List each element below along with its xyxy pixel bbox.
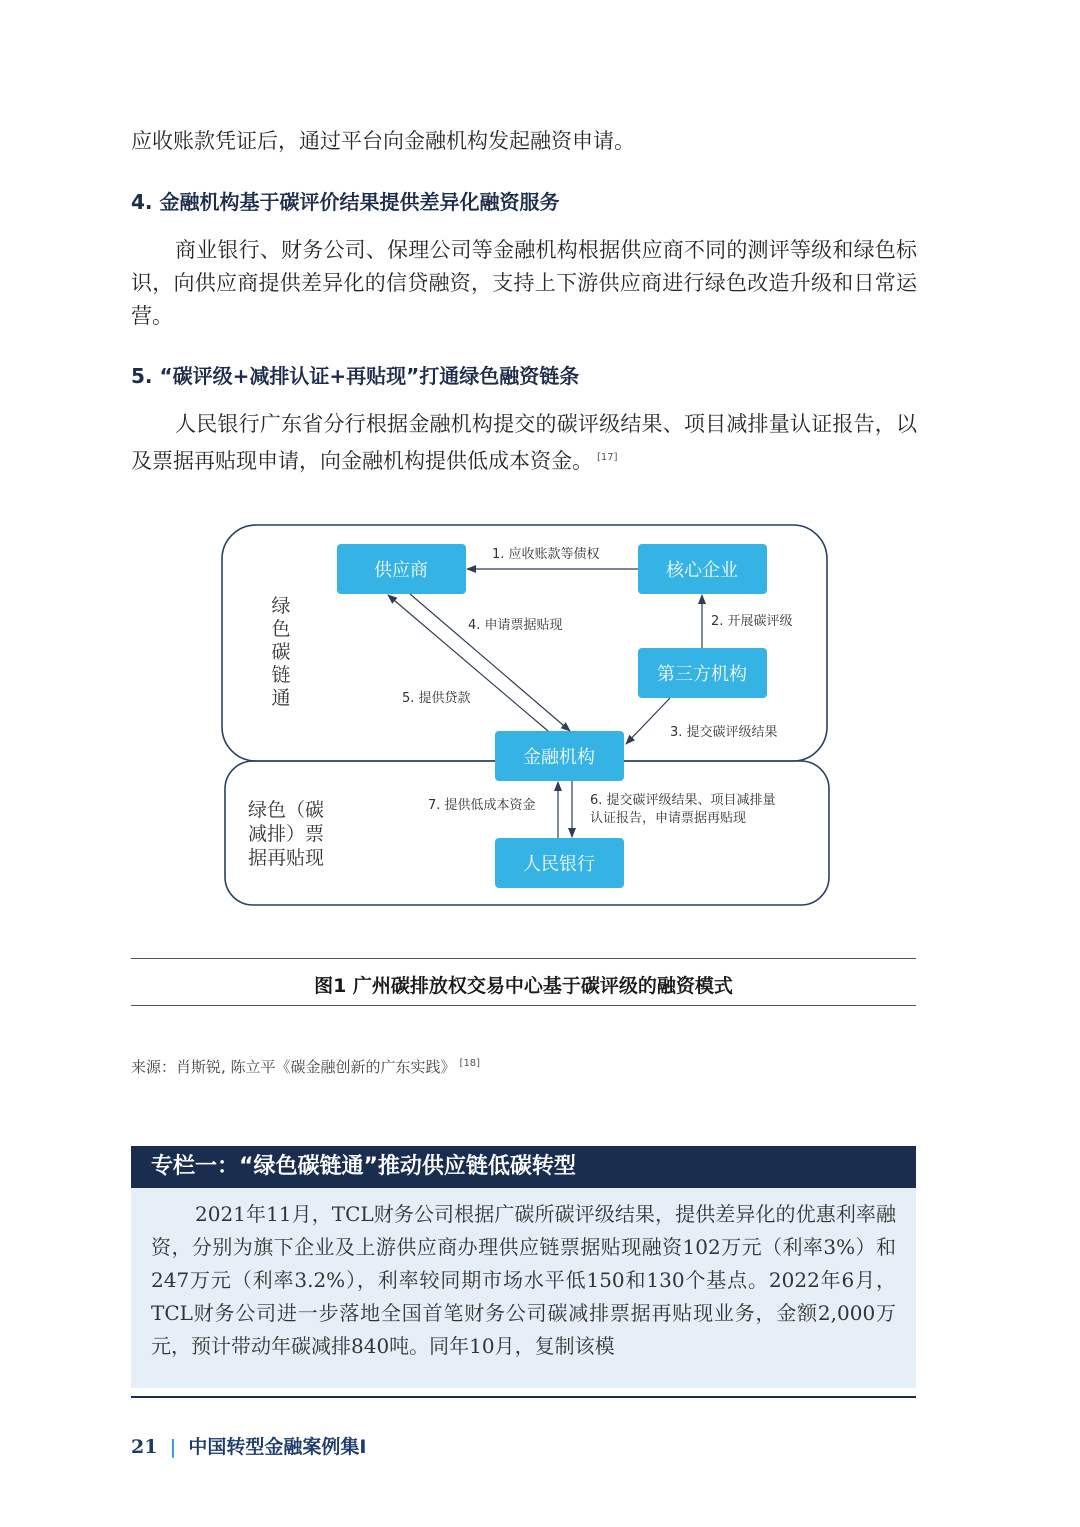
group-label-char: 绿 bbox=[271, 595, 291, 617]
paragraph-1: 应收账款凭证后，通过平台向金融机构发起融资申请。 bbox=[131, 129, 635, 153]
column-body: 2021年11月，TCL财务公司根据广碳所碳评级结果，提供差异化的优惠利率融资，分别为旗下企业及上游供应商办理供应链票据贴现融资102万元（利率3%）和247万元（利率3.2%），利率较同期市场水平低150和130个基点。2022年6月，TCL财务公司进一步落地全国首笔财务公司碳减排票据再贴现业务，金额2,000万元，预计带动年碳减排840吨。同年10月，复制该模 bbox=[131, 1188, 916, 1388]
caption-bottom-rule bbox=[131, 1005, 916, 1006]
paragraph-2: 商业银行、财务公司、保理公司等金融机构根据供应商不同的测评等级和绿色标识，向供应商提供差异化的信贷融资，支持上下游供应商进行绿色改造升级和日常运营。 bbox=[131, 238, 917, 328]
column-title: 专栏一：“绿色碳链通”推动供应链低碳转型 bbox=[131, 1146, 916, 1188]
figure-source bbox=[131, 1056, 480, 1077]
group-label-char: 链 bbox=[271, 664, 291, 686]
group-label-line: 减排）票 bbox=[248, 823, 325, 845]
figure-caption: 图1 广州碳排放权交易中心基于碳评级的融资模式 bbox=[314, 975, 733, 997]
edge-5-arrow bbox=[388, 595, 548, 731]
node-third-party-label: 第三方机构 bbox=[657, 664, 747, 685]
edge-4-arrow bbox=[410, 594, 570, 731]
section-heading-5: 5. “碳评级+减排认证+再贴现”打通绿色融资链条 bbox=[131, 364, 580, 388]
book-title: 中国转型金融案例集I bbox=[188, 1436, 367, 1458]
group-label-char: 通 bbox=[271, 687, 291, 709]
page-number: 21 bbox=[131, 1436, 158, 1458]
section-heading-4: 4. 金融机构基于碳评价结果提供差异化融资服务 bbox=[131, 190, 560, 214]
paragraph-3-text: 人民银行广东省分行根据金融机构提交的碳评级结果、项目减排量认证报告，以及票据再贴现申请，向金融机构提供低成本资金。 bbox=[131, 412, 917, 473]
citation-18: [18] bbox=[459, 1058, 481, 1069]
edge-4-label: 4. 申请票据贴现 bbox=[468, 618, 563, 633]
citation-17: [17] bbox=[597, 452, 618, 463]
edge-3-arrow bbox=[626, 698, 670, 744]
edge-1-label: 1. 应收账款等债权 bbox=[492, 547, 600, 562]
edge-3-label: 3. 提交碳评级结果 bbox=[670, 725, 778, 740]
edge-2-label: 2. 开展碳评级 bbox=[711, 614, 793, 629]
column-bottom-rule bbox=[131, 1396, 916, 1398]
node-core-enterprise-label: 核心企业 bbox=[666, 560, 738, 581]
edge-6-label: 6. 提交碳评级结果、项目减排量 bbox=[590, 793, 776, 808]
node-supplier-label: 供应商 bbox=[374, 560, 428, 581]
edge-6-label-line2: 认证报告，申请票据再贴现 bbox=[590, 811, 747, 826]
node-financial-institution-label: 金融机构 bbox=[523, 747, 595, 768]
edge-5-label: 5. 提供贷款 bbox=[402, 691, 471, 706]
figure-source-text: 来源：肖斯锐, 陈立平《碳金融创新的广东实践》 bbox=[131, 1058, 456, 1076]
edge-7-label: 7. 提供低成本资金 bbox=[428, 798, 536, 813]
footer-separator: | bbox=[169, 1436, 177, 1458]
group-label-char: 色 bbox=[271, 618, 291, 640]
group-label-line: 据再贴现 bbox=[248, 847, 325, 869]
caption-top-rule bbox=[131, 958, 916, 959]
node-pboc-label: 人民银行 bbox=[523, 854, 595, 875]
group-label-line: 绿色（碳 bbox=[248, 799, 325, 821]
group-label-char: 碳 bbox=[271, 641, 291, 663]
page-footer bbox=[131, 1432, 366, 1459]
